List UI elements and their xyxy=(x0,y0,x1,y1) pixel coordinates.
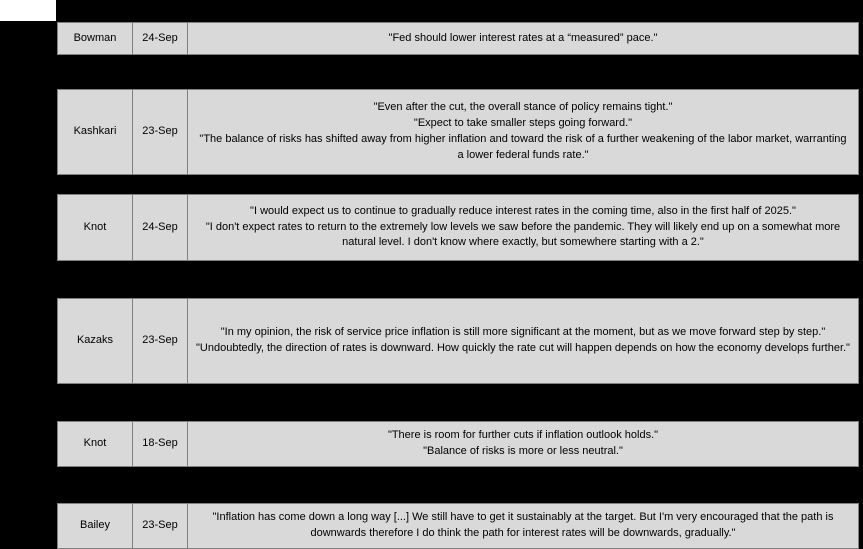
quote-line: "Balance of risks is more or less neutral." xyxy=(423,445,623,457)
quote-cell xyxy=(187,194,859,261)
quote-line: "The balance of risks has shifted away from higher inflation and toward the risk of a further weakening of the labor market, warranting a lower federal funds rate." xyxy=(199,133,847,161)
quote-cell xyxy=(187,89,859,175)
speaker-cell: Kazaks xyxy=(57,298,133,384)
speaker-cell: Kashkari xyxy=(57,89,133,175)
quote-line: "I would expect us to continue to gradually reduce interest rates in the coming time, also in the first half of 2025." xyxy=(250,204,796,217)
table-row xyxy=(57,194,859,261)
table-row xyxy=(57,503,859,549)
quote-line: "Inflation has come down a long way [...] We still have to get it sustainably at the target. But I'm very encouraged that the path is downwards therefore I do think the path for interest rates will be downwards, gradually." xyxy=(212,511,834,539)
table-row xyxy=(57,298,859,384)
quote-line: "Undoubtedly, the direction of rates is downward. How quickly the rate cut will happen depends on how the economy develops further." xyxy=(196,342,850,354)
quote-cell xyxy=(187,421,859,467)
quote-lines xyxy=(196,325,850,357)
date-cell: 24-Sep xyxy=(132,22,188,55)
speaker-cell: Bowman xyxy=(57,22,133,55)
table-row xyxy=(57,89,859,175)
date-cell: 23-Sep xyxy=(132,503,188,549)
quote-line: "Even after the cut, the overall stance of policy remains tight." xyxy=(373,101,673,114)
quote-cell xyxy=(187,298,859,384)
speaker-cell: Knot xyxy=(57,194,133,261)
quote-line: "There is room for further cuts if inflation outlook holds." xyxy=(387,429,659,442)
quote-line: "Fed should lower interest rates at a “measured” pace." xyxy=(388,31,658,44)
speaker-cell: Bailey xyxy=(57,503,133,549)
table-row xyxy=(57,421,859,467)
quote-cell xyxy=(187,503,859,549)
quote-lines xyxy=(196,100,850,164)
date-cell: 24-Sep xyxy=(132,194,188,261)
quote-lines xyxy=(196,428,850,460)
quote-lines xyxy=(196,204,850,252)
quote-line: "I don't expect rates to return to the extremely low levels we saw before the pandemic. They will likely end up on a somewhat more natural level. I don't know where exactly, but somewhere starting with a 2." xyxy=(205,220,841,249)
speaker-cell: Knot xyxy=(57,421,133,467)
quote-lines xyxy=(196,510,850,542)
date-cell: 18-Sep xyxy=(132,421,188,467)
date-cell: 23-Sep xyxy=(132,298,188,384)
quote-line: "Expect to take smaller steps going forward." xyxy=(413,117,633,130)
quote-lines xyxy=(196,31,850,47)
date-cell: 23-Sep xyxy=(132,89,188,175)
quote-line: "In my opinion, the risk of service price inflation is still more significant at the moment, but as we move forward step by step." xyxy=(220,326,826,339)
quote-cell xyxy=(187,22,859,55)
table-row xyxy=(57,22,859,55)
header-corner-block xyxy=(0,0,56,21)
